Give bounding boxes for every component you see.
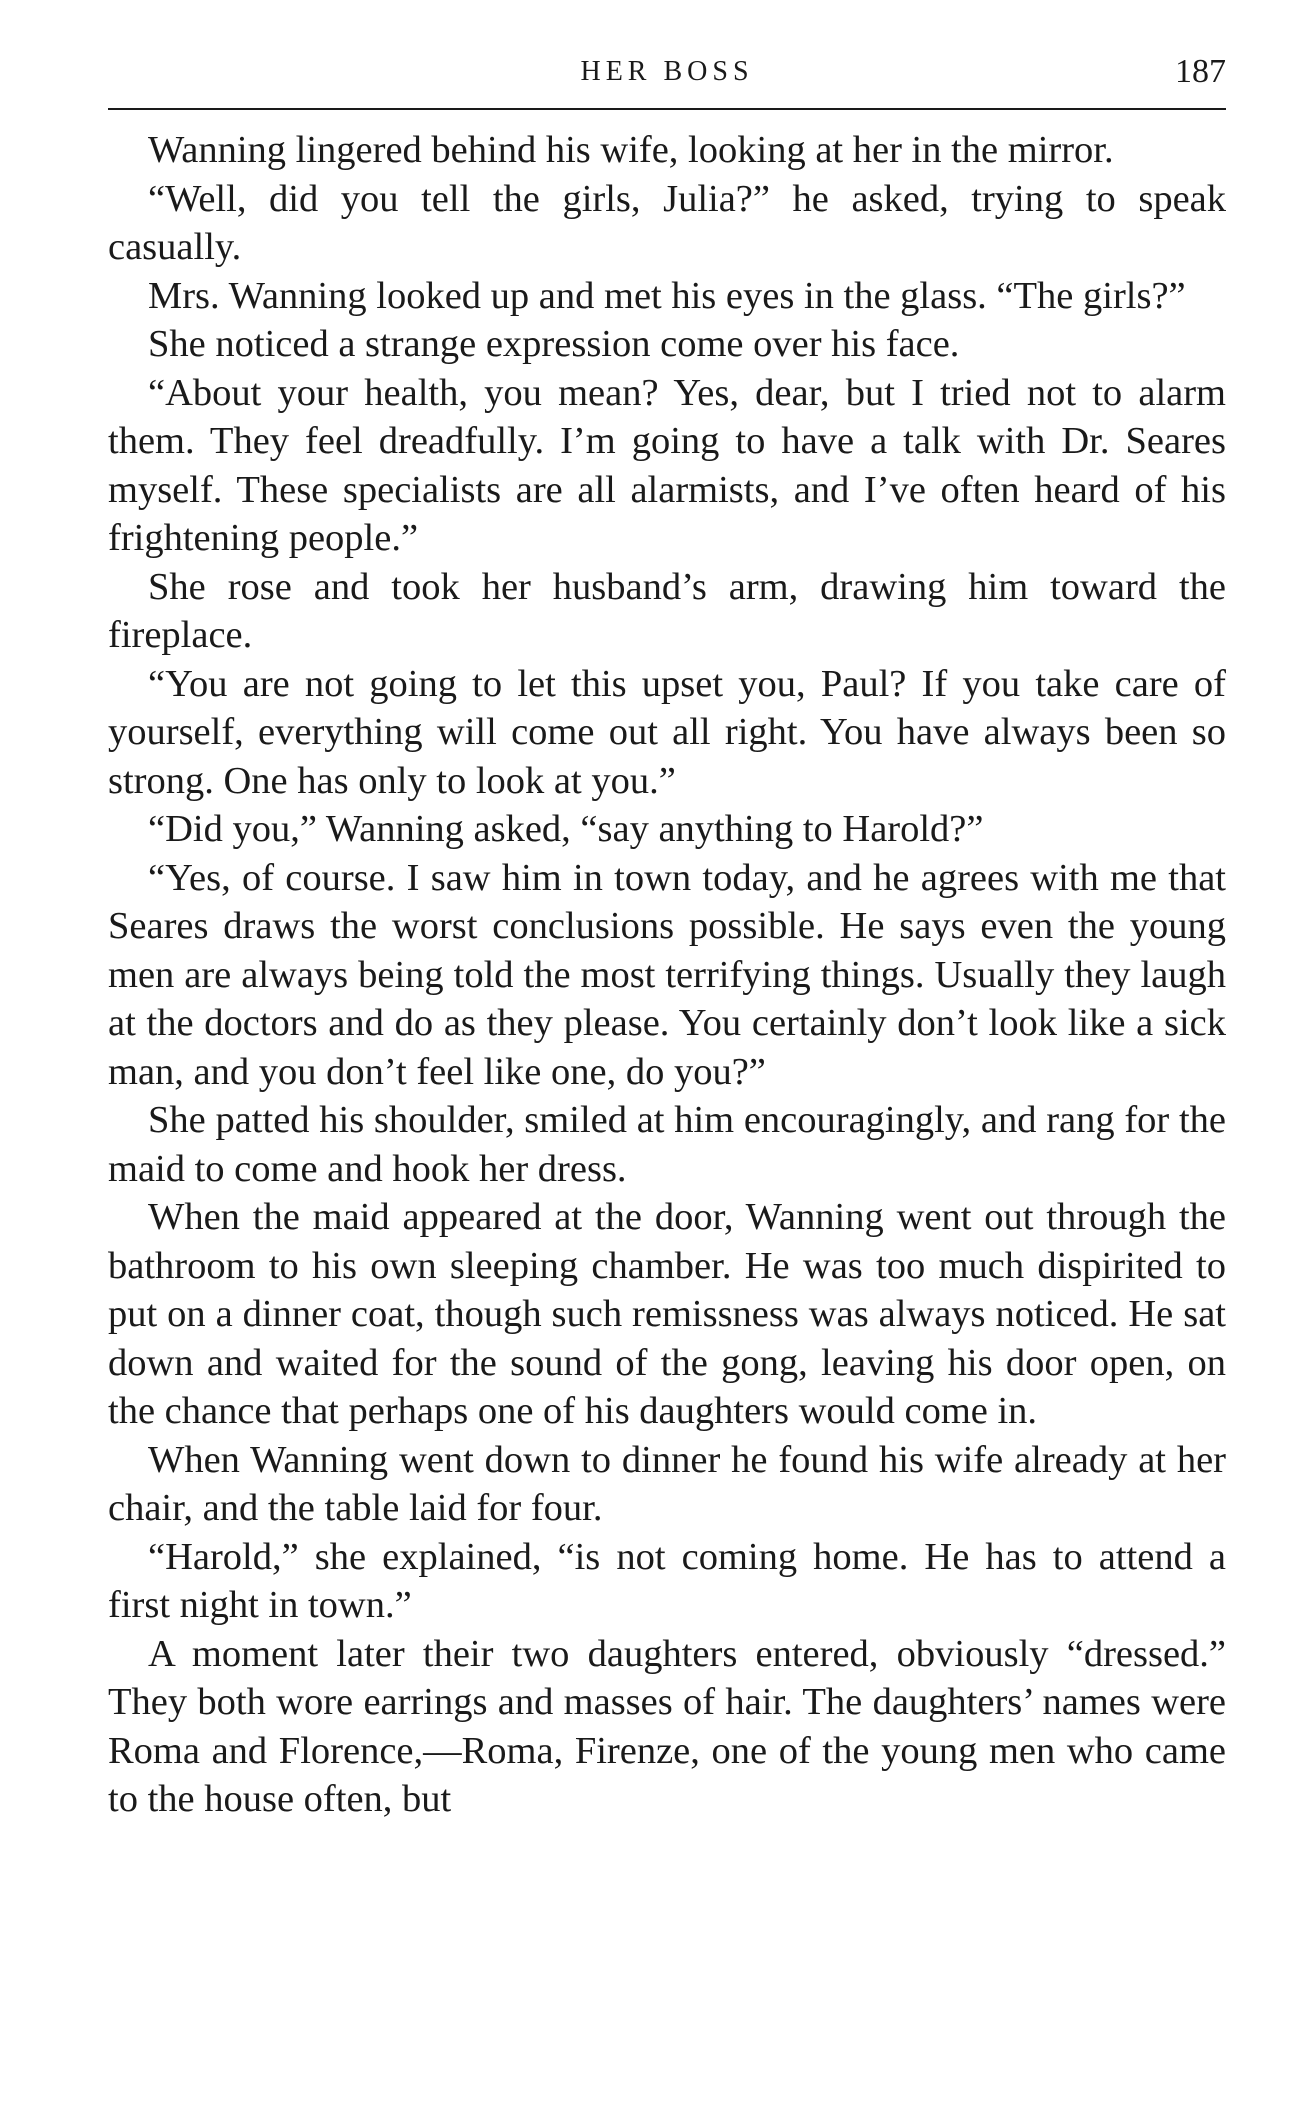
paragraph: When the maid appeared at the door, Wanning went out through the bathroom to his own sleeping chamber. He was too much dispirited to put on a dinner coat, though such remissness was always noticed. He sat down and waited for the sound of the gong, leaving his door open, on the chance that perhaps one of his daughters would come in.	[108, 1196, 1226, 1432]
paragraph: She noticed a strange expression come over his face.	[148, 323, 960, 365]
paragraph: Wanning lingered behind his wife, looking at her in the mirror.	[148, 129, 1114, 171]
running-head	[108, 52, 1226, 102]
running-title: HER BOSS	[580, 56, 754, 87]
paragraph: “Yes, of course. I saw him in town today, and he agrees with me that Seares draws the worst conclusions possible. He says even the young men are always being told the most terrifying things. Usually they laugh at the doctors and do as they please. You certainly don’t look like a sick man, and you don’t feel like one, do you?”	[108, 856, 1226, 1093]
paragraph: A moment later their two daughters entered, obviously “dressed.” They both wore earrings and masses of hair. The daughters’ names were Roma and Florence,—Roma, Firenze, one of the young men who came to the house often, but	[108, 1632, 1226, 1820]
page-number: 187	[1175, 53, 1226, 90]
paragraph: “Well, did you tell the girls, Julia?” he asked, trying to speak casually.	[108, 177, 1226, 268]
body-text	[108, 126, 1226, 1824]
header-rule	[108, 108, 1226, 110]
paragraph: “Harold,” she explained, “is not coming home. He has to attend a first night in town.”	[108, 1535, 1226, 1626]
paragraph: “About your health, you mean? Yes, dear, but I tried not to alarm them. They feel dreadfully. I’m going to have a talk with Dr. Seares myself. These specialists are all alarmists, and I’ve often heard of his frightening people.”	[108, 371, 1226, 559]
paragraph: Mrs. Wanning looked up and met his eyes in the glass. “The girls?”	[148, 274, 1186, 317]
paragraph: When Wanning went down to dinner he found his wife already at her chair, and the table laid for four.	[108, 1438, 1226, 1529]
paragraph: “Did you,” Wanning asked, “say anything to Harold?”	[148, 808, 984, 850]
paragraph: “You are not going to let this upset you, Paul? If you take care of yourself, everything will come out all right. You have always been so strong. One has only to look at you.”	[108, 662, 1226, 802]
paragraph: She rose and took her husband’s arm, drawing him toward the fireplace.	[108, 565, 1226, 656]
paragraph: She patted his shoulder, smiled at him encouragingly, and rang for the maid to come and hook her dress.	[108, 1099, 1226, 1190]
